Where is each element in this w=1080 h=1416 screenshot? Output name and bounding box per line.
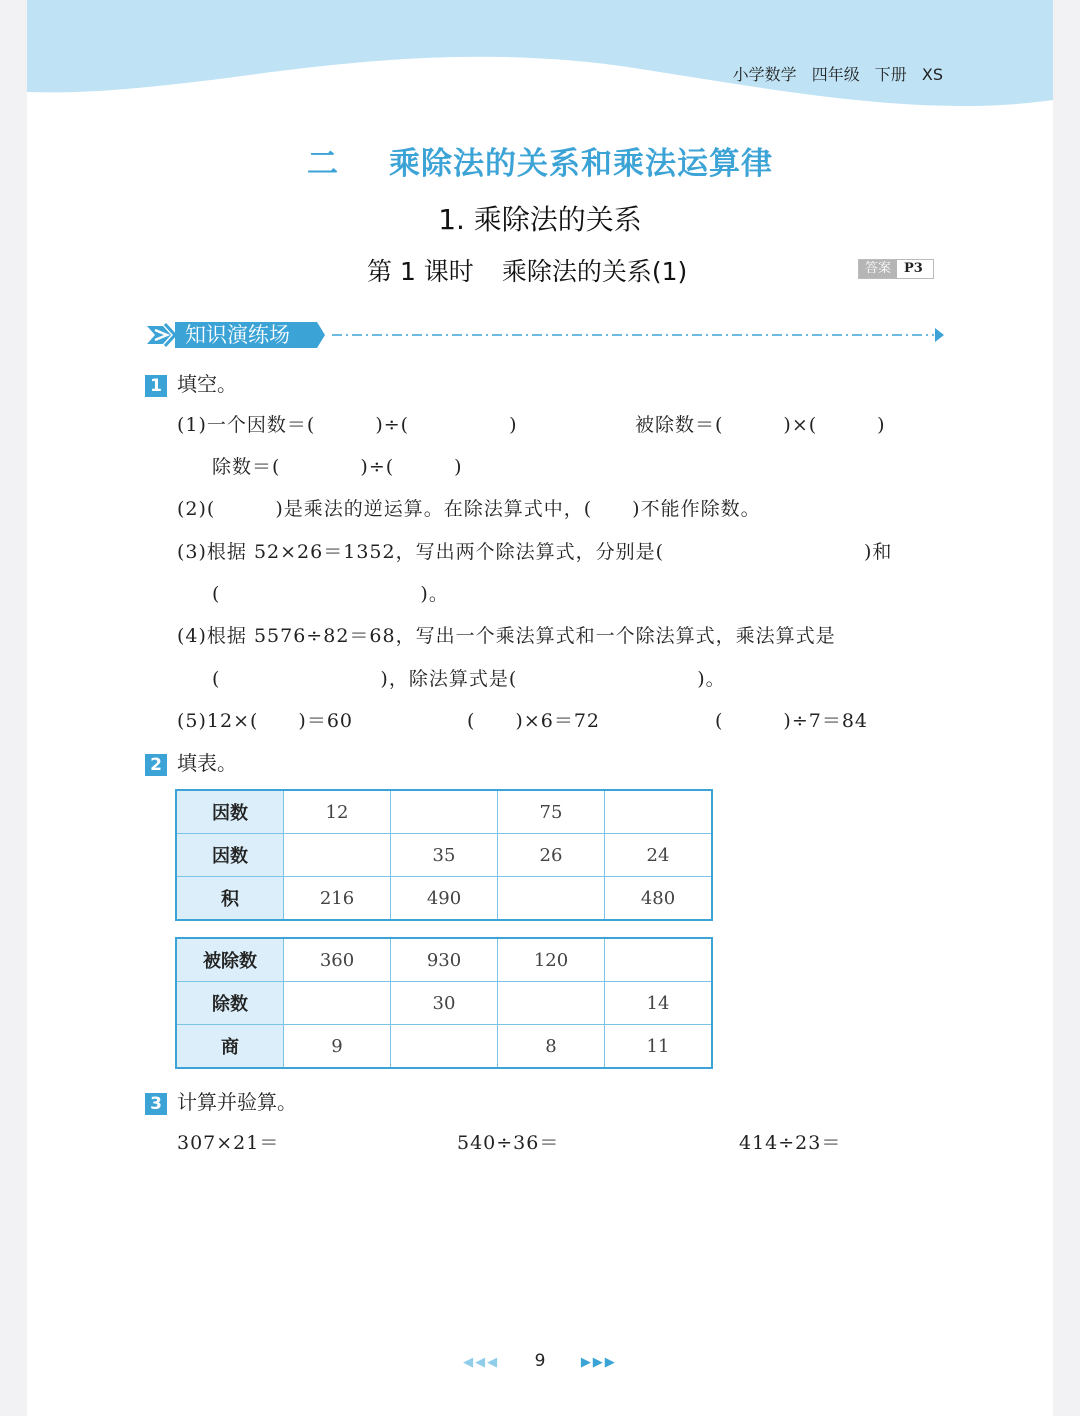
table-row [176, 834, 712, 877]
fill-line: ( )。 [212, 583, 449, 605]
question-1-heading [145, 368, 237, 397]
answer-page: P3 [897, 260, 933, 278]
table-cell: 480 [605, 877, 713, 921]
fill-line: 被除数＝( )×( ) [635, 414, 886, 436]
calc-item: 414÷23＝ [739, 1132, 842, 1154]
table-row [176, 982, 712, 1025]
calc-item: 540÷36＝ [457, 1132, 560, 1154]
question-title: 填表。 [177, 751, 237, 775]
table-cell: 360 [284, 938, 391, 982]
lesson-number: 第 1 课时 [367, 257, 474, 286]
banner-label: 知识演练场 [185, 323, 290, 347]
table-cell [498, 877, 605, 921]
table-cell: 216 [284, 877, 391, 921]
book-info: 小学数学 四年级 下册 XS [732, 65, 943, 84]
dashed-divider [332, 326, 947, 344]
table-cell: 75 [498, 790, 605, 834]
fill-line: ( )×6＝72 [467, 710, 601, 732]
table-cell [284, 982, 391, 1025]
fill-line: (1)一个因数＝( )÷( ) [177, 414, 518, 436]
question-number: 1 [145, 375, 167, 397]
table-cell: 930 [391, 938, 498, 982]
page-number: 9 [534, 1351, 546, 1371]
fill-line: ( )，除法算式是( )。 [212, 668, 726, 690]
lesson-title [367, 252, 687, 288]
table-cell: 11 [605, 1025, 713, 1069]
unit-name: 乘除法的关系和乘法运算律 [389, 146, 773, 182]
table-row [176, 877, 712, 921]
unit-number: 二 [307, 146, 339, 182]
next-arrows-icon: ▶▶▶ [580, 1355, 617, 1370]
table-cell: 120 [498, 938, 605, 982]
table-row [176, 1025, 712, 1069]
fill-line: (5)12×( )＝60 [177, 710, 354, 732]
row-header: 被除数 [176, 938, 284, 982]
table-cell: 24 [605, 834, 713, 877]
answer-page-tag [858, 259, 934, 279]
fill-line: (3)根据 52×26＝1352，写出两个除法算式，分别是( )和 [177, 541, 893, 563]
fill-line: (2)( )是乘法的逆运算。在除法算式中，( )不能作除数。 [177, 498, 761, 520]
table-cell [605, 790, 713, 834]
row-header: 除数 [176, 982, 284, 1025]
table-cell [391, 1025, 498, 1069]
fill-line: 除数＝( )÷( ) [212, 456, 463, 478]
table-cell: 35 [391, 834, 498, 877]
table-cell [284, 834, 391, 877]
unit-title [27, 138, 1053, 183]
table-cell [498, 982, 605, 1025]
fill-line: ( )÷7＝84 [715, 710, 869, 732]
table-cell: 12 [284, 790, 391, 834]
row-header: 因数 [176, 790, 284, 834]
worksheet-page [27, 0, 1053, 1416]
header-wave [27, 0, 1053, 115]
calc-item: 307×21＝ [177, 1132, 280, 1154]
table-cell: 9 [284, 1025, 391, 1069]
row-header: 积 [176, 877, 284, 921]
table-row [176, 938, 712, 982]
lesson-name: 乘除法的关系(1) [501, 257, 688, 286]
row-header: 因数 [176, 834, 284, 877]
question-number: 3 [145, 1093, 167, 1115]
page-footer [27, 1351, 1053, 1371]
table-row [176, 790, 712, 834]
question-3-heading [145, 1086, 297, 1115]
table-cell: 14 [605, 982, 713, 1025]
product-table [175, 789, 713, 921]
fill-line: (4)根据 5576÷82＝68，写出一个乘法算式和一个除法算式，乘法算式是 [177, 625, 836, 647]
table-cell [391, 790, 498, 834]
question-2-heading [145, 747, 237, 776]
question-title: 填空。 [177, 372, 237, 396]
prev-arrows-icon: ◀◀◀ [463, 1355, 500, 1370]
table-cell: 30 [391, 982, 498, 1025]
table-cell: 490 [391, 877, 498, 921]
section-title: 1. 乘除法的关系 [438, 203, 642, 236]
table-cell: 26 [498, 834, 605, 877]
answer-label: 答案 [859, 260, 897, 278]
table-cell [605, 938, 713, 982]
row-header: 商 [176, 1025, 284, 1069]
quotient-table [175, 937, 713, 1069]
table-cell: 8 [498, 1025, 605, 1069]
question-number: 2 [145, 754, 167, 776]
question-title: 计算并验算。 [177, 1090, 297, 1114]
